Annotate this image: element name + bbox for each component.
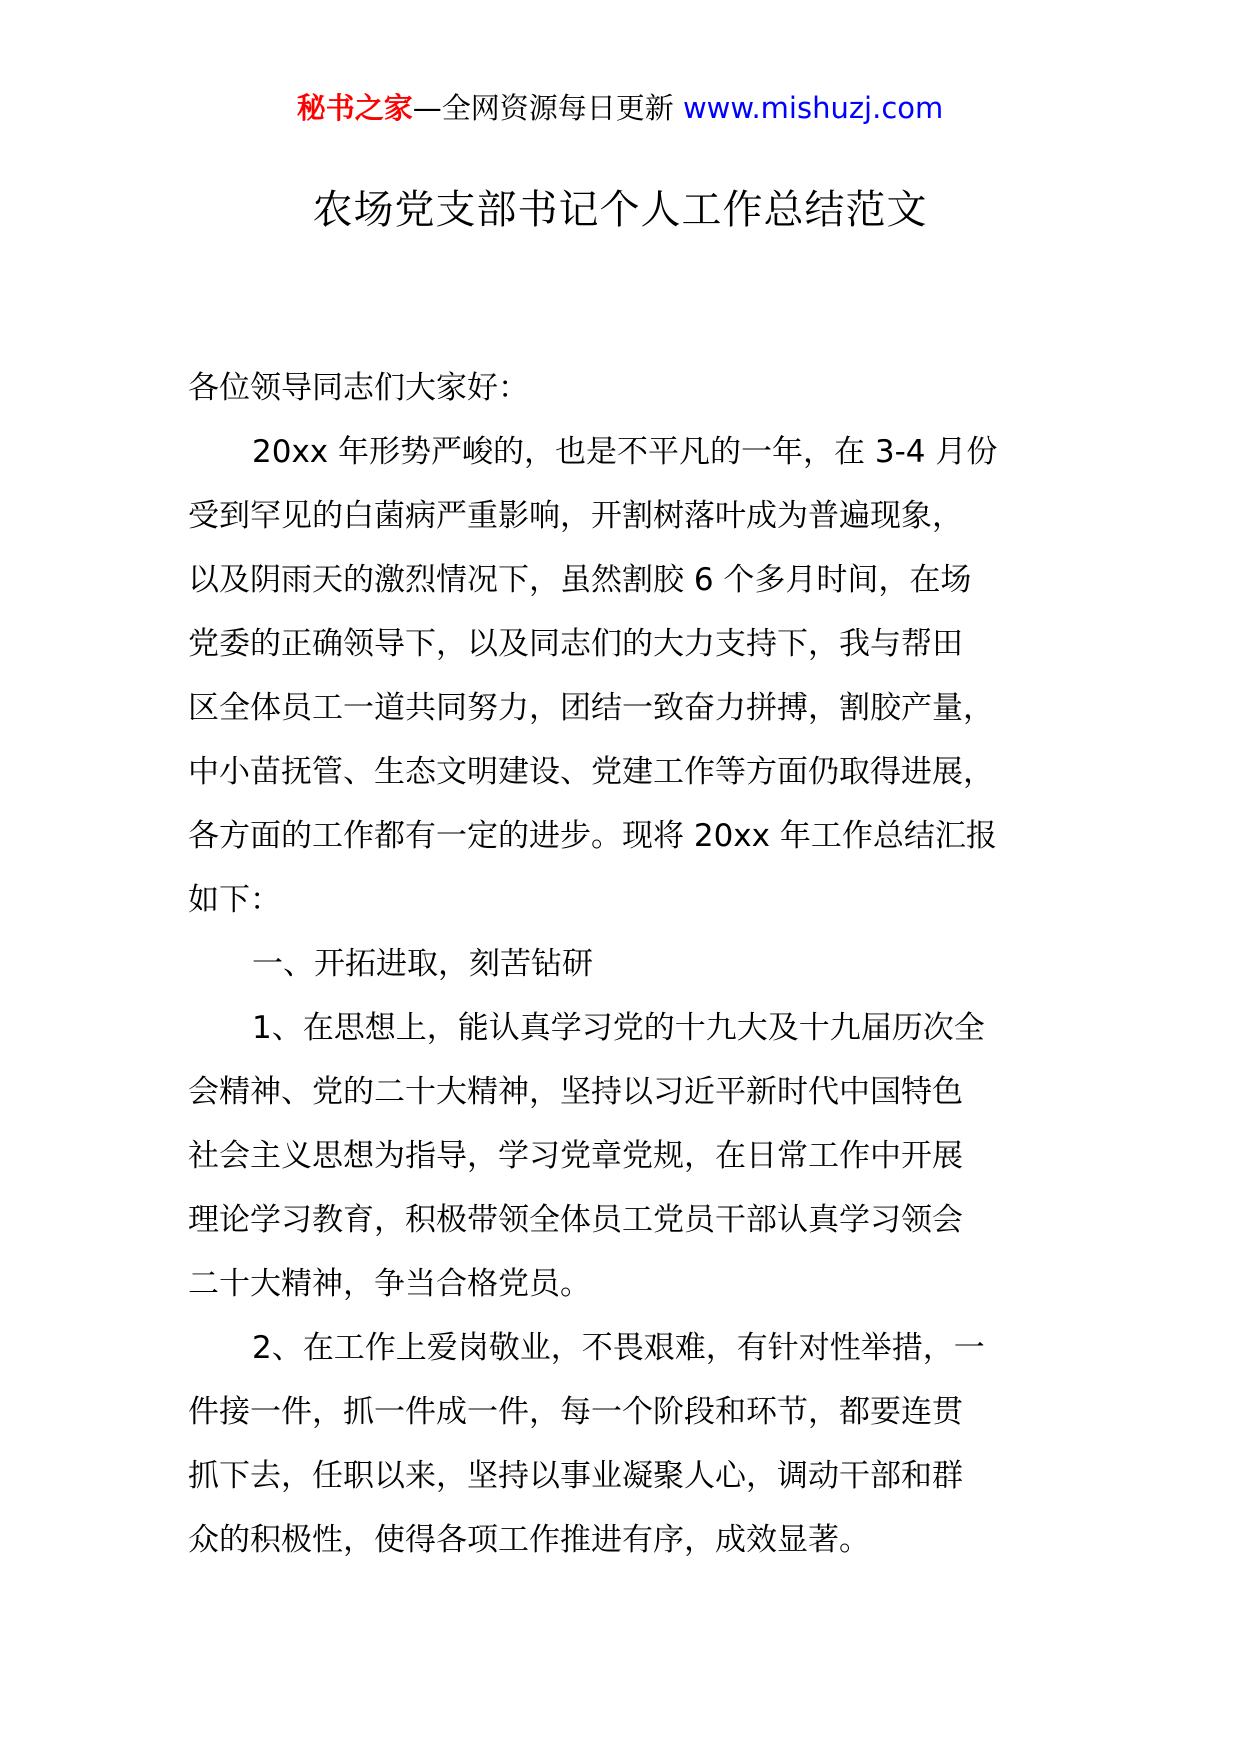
paragraph-line: 区全体员工一道共同努力，团结一致奋力拼搏，割胶产量，: [188, 690, 994, 726]
paragraph-line: 以及阴雨天的激烈情况下，虽然割胶 6 个多月时间，在场: [188, 562, 972, 598]
paragraph-line: 会精神、党的二十大精神，坚持以习近平新时代中国特色: [188, 1074, 963, 1110]
site-url-link[interactable]: www.mishuzj.com: [682, 91, 944, 125]
paragraph-line: 抓下去，任职以来，坚持以事业凝聚人心，调动干部和群: [188, 1458, 963, 1494]
paragraph-line: 理论学习教育，积极带领全体员工党员干部认真学习领会: [188, 1202, 963, 1238]
brand-name: 秘书之家: [296, 91, 413, 125]
header-slogan: —全网资源每日更新: [412, 91, 674, 125]
paragraph-line: 2、在工作上爱岗敬业，不畏艰难，有针对性举措，一: [252, 1330, 985, 1366]
section-heading: 一、开拓进取，刻苦钻研: [252, 946, 593, 982]
greeting-line: 各位领导同志们大家好：: [188, 370, 529, 406]
paragraph-line: 党委的正确领导下，以及同志们的大力支持下，我与帮田: [188, 626, 963, 662]
paragraph-line: 1、在思想上，能认真学习党的十九大及十九届历次全: [252, 1010, 985, 1046]
document-title: 农场党支部书记个人工作总结范文: [312, 187, 928, 233]
paragraph-line: 社会主义思想为指导，学习党章党规，在日常工作中开展: [188, 1138, 963, 1174]
paragraph-line: 20xx 年形势严峻的，也是不平凡的一年，在 3-4 月份: [252, 434, 998, 470]
paragraph-line: 各方面的工作都有一定的进步。现将 20xx 年工作总结汇报: [188, 818, 997, 854]
paragraph-line: 如下：: [188, 882, 281, 918]
paragraph-line: 二十大精神，争当合格党员。: [188, 1266, 591, 1302]
document-body: [188, 356, 1054, 1572]
paragraph-line: 中小苗抚管、生态文明建设、党建工作等方面仍取得进展，: [188, 754, 994, 790]
paragraph-line: 众的积极性，使得各项工作推进有序，成效显著。: [188, 1522, 870, 1558]
site-header: [0, 88, 1240, 128]
paragraph-line: 件接一件，抓一件成一件，每一个阶段和环节，都要连贯: [188, 1394, 963, 1430]
paragraph-line: 受到罕见的白菌病严重影响，开割树落叶成为普遍现象，: [188, 498, 963, 534]
